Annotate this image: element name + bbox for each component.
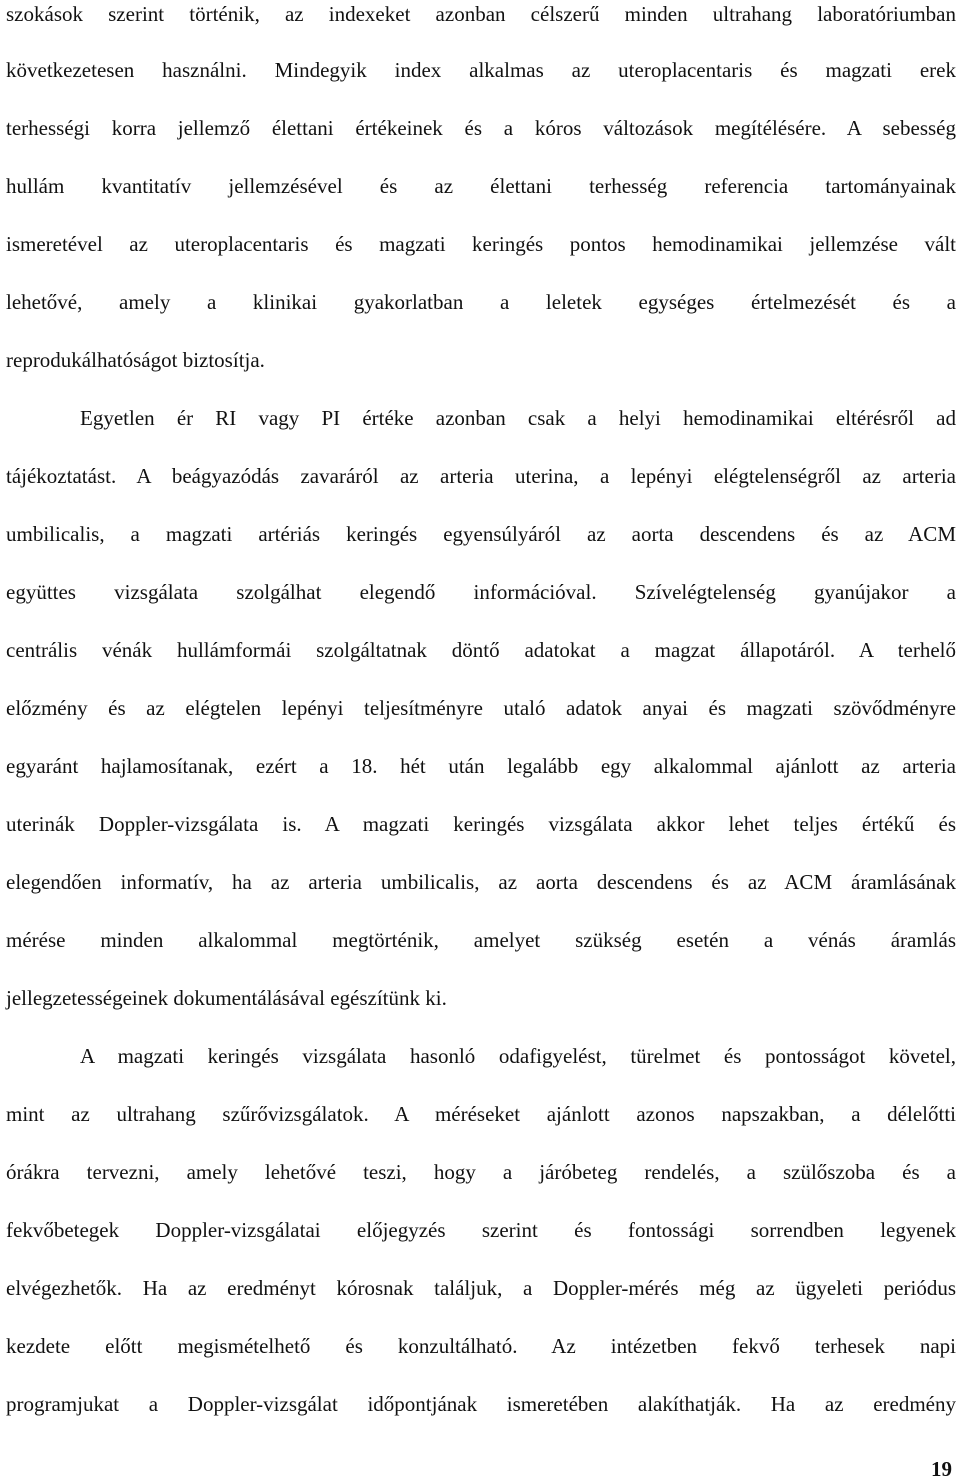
text-line: elvégezhetők. Ha az eredményt kórosnak találjuk, a Doppler-mérés még az ügyeleti periódus — [6, 1276, 956, 1300]
text-line: reprodukálhatóságot biztosítja. — [6, 348, 265, 372]
text-line: fekvőbetegek Doppler-vizsgálatai előjegyzés szerint és fontossági sorrendben legyenek — [6, 1218, 956, 1242]
text-line: együttes vizsgálata szolgálhat elegendő információval. Szívelégtelenség gyanújakor a — [6, 580, 956, 604]
text-line: órákra tervezni, amely lehetővé teszi, hogy a járóbeteg rendelés, a szülőszoba és a — [6, 1160, 956, 1184]
text-line: umbilicalis, a magzati artériás keringés egyensúlyáról az aorta descendens és az ACM — [6, 522, 956, 546]
text-line: ismeretével az uteroplacentaris és magzati keringés pontos hemodinamikai jellemzése vált — [6, 232, 956, 256]
text-line: következetesen használni. Mindegyik index alkalmas az uteroplacentaris és magzati erek — [6, 58, 956, 82]
text-line: egyaránt hajlamosítanak, ezért a 18. hét után legalább egy alkalommal ajánlott az arteria — [6, 754, 956, 778]
text-line: hullám kvantitatív jellemzésével és az élettani terhesség referencia tartományainak — [6, 174, 956, 198]
text-line: lehetővé, amely a klinikai gyakorlatban a leletek egységes értelmezését és a — [6, 290, 956, 314]
text-line: kezdete előtt megismételhető és konzultálható. Az intézetben fekvő terhesek napi — [6, 1334, 956, 1358]
text-line: jellegzetességeinek dokumentálásával egészítünk ki. — [6, 986, 447, 1010]
text-line: mint az ultrahang szűrővizsgálatok. A méréseket ajánlott azonos napszakban, a délelőtti — [6, 1102, 956, 1126]
text-line: tájékoztatást. A beágyazódás zavaráról az arteria uterina, a lepényi elégtelenségről az arteria — [6, 464, 956, 488]
text-line: elegendően informatív, ha az arteria umbilicalis, az aorta descendens és az ACM áramlásának — [6, 870, 956, 894]
text-line: Egyetlen ér RI vagy PI értéke azonban csak a helyi hemodinamikai eltérésről ad — [80, 406, 956, 430]
page-number: 19 — [931, 1457, 952, 1481]
text-line: mérése minden alkalommal megtörténik, amelyet szükség esetén a vénás áramlás — [6, 928, 956, 952]
text-line: programjukat a Doppler-vizsgálat időpontjának ismeretében alakíthatják. Ha az eredmény — [6, 1392, 956, 1416]
text-line: centrális vénák hullámformái szolgáltatnak döntő adatokat a magzat állapotáról. A terhelő — [6, 638, 956, 662]
text-line: uterinák Doppler-vizsgálata is. A magzati keringés vizsgálata akkor lehet teljes értékű és — [6, 812, 956, 836]
text-line: terhességi korra jellemző élettani értékeinek és a kóros változások megítélésére. A sebesség — [6, 116, 956, 140]
text-line: A magzati keringés vizsgálata hasonló odafigyelést, türelmet és pontosságot követel, — [80, 1044, 956, 1068]
text-line: szokások szerint történik, az indexeket azonban célszerű minden ultrahang laboratóriumban — [6, 2, 956, 26]
text-line: előzmény és az elégtelen lepényi teljesítményre utaló adatok anyai és magzati szövődményre — [6, 696, 956, 720]
